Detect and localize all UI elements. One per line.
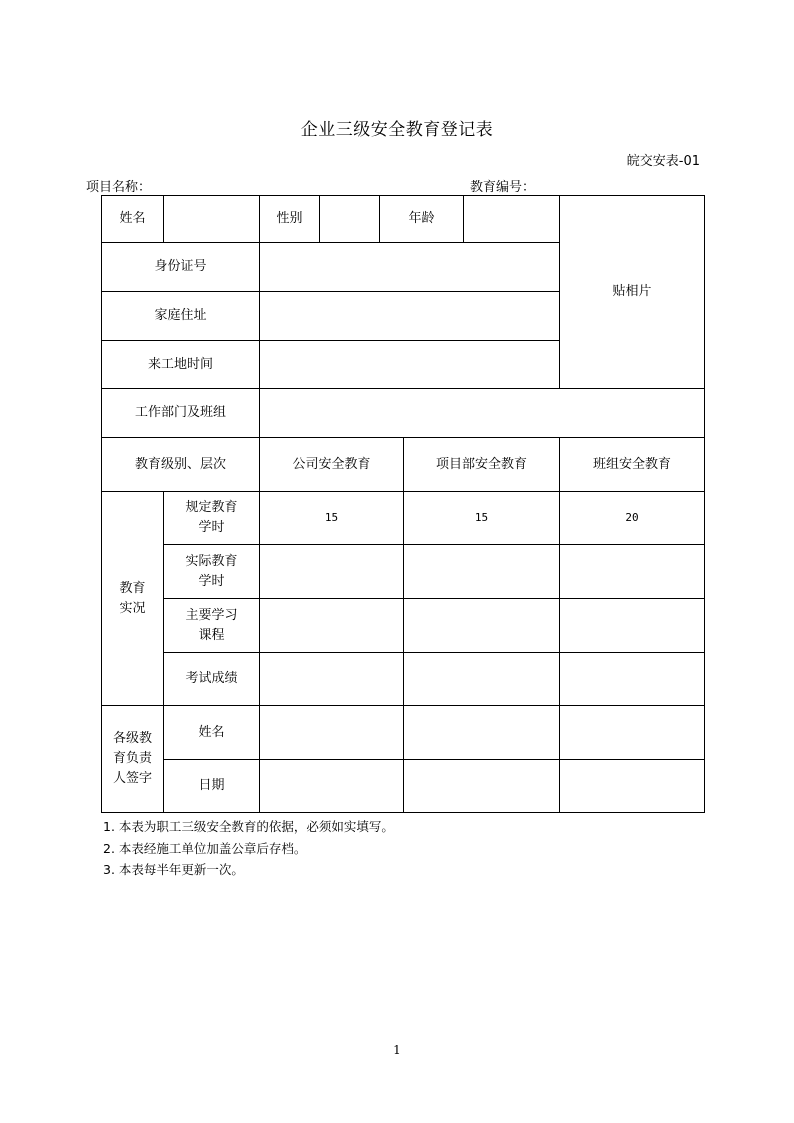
sign-date-label: 日期 — [164, 760, 260, 813]
exam-team-cell[interactable] — [560, 653, 705, 706]
page-title: 企业三级安全教育登记表 — [300, 120, 494, 140]
courses-label: 主要学习 课程 — [164, 599, 260, 653]
required-hours-label: 规定教育 学时 — [164, 492, 260, 545]
sign-date-project-cell[interactable] — [404, 760, 560, 813]
sign-name-project-cell[interactable] — [404, 706, 560, 760]
project-name-label: 项目名称： — [86, 180, 152, 195]
dept-value-cell[interactable] — [260, 389, 705, 438]
sign-name-company-cell[interactable] — [260, 706, 404, 760]
arrival-label: 来工地时间 — [102, 341, 260, 389]
courses-company-cell[interactable] — [260, 599, 404, 653]
actual-hours-project-cell[interactable] — [404, 545, 560, 599]
sign-date-team-cell[interactable] — [560, 760, 705, 813]
sign-label: 各级教 育负责 人签字 — [102, 706, 164, 813]
actual-hours-team-cell[interactable] — [560, 545, 705, 599]
exam-company-cell[interactable] — [260, 653, 404, 706]
level-label: 教育级别、层次 — [102, 438, 260, 492]
courses-team-cell[interactable] — [560, 599, 705, 653]
registration-table — [101, 195, 705, 813]
courses-project-cell[interactable] — [404, 599, 560, 653]
exam-project-cell[interactable] — [404, 653, 560, 706]
gender-label: 性别 — [260, 196, 320, 243]
address-value-cell[interactable] — [260, 292, 560, 341]
page-number: 1 — [393, 1043, 401, 1057]
name-value-cell[interactable] — [164, 196, 260, 243]
level-company: 公司安全教育 — [260, 438, 404, 492]
note-item: 1. 本表为职工三级安全教育的依据，必须如实填写。 — [103, 819, 394, 834]
actual-hours-label: 实际教育 学时 — [164, 545, 260, 599]
photo-area: 贴相片 — [560, 196, 705, 389]
notes — [103, 816, 394, 881]
sign-date-company-cell[interactable] — [260, 760, 404, 813]
sign-name-team-cell[interactable] — [560, 706, 705, 760]
required-hours-project: 15 — [404, 492, 560, 545]
level-project: 项目部安全教育 — [404, 438, 560, 492]
actual-hours-company-cell[interactable] — [260, 545, 404, 599]
form-code: 皖交安表-01 — [626, 154, 700, 169]
note-item: 3. 本表每半年更新一次。 — [103, 862, 244, 877]
age-value-cell[interactable] — [464, 196, 560, 243]
required-hours-company: 15 — [260, 492, 404, 545]
dept-label: 工作部门及班组 — [102, 389, 260, 438]
id-label: 身份证号 — [102, 243, 260, 292]
gender-value-cell[interactable] — [320, 196, 380, 243]
name-label: 姓名 — [102, 196, 164, 243]
sign-name-label: 姓名 — [164, 706, 260, 760]
arrival-value-cell[interactable] — [260, 341, 560, 389]
id-value-cell[interactable] — [260, 243, 560, 292]
edu-status-label: 教育 实况 — [102, 492, 164, 706]
level-team: 班组安全教育 — [560, 438, 705, 492]
note-item: 2. 本表经施工单位加盖公章后存档。 — [103, 840, 307, 856]
required-hours-team: 20 — [560, 492, 705, 545]
address-label: 家庭住址 — [102, 292, 260, 341]
exam-label: 考试成绩 — [164, 653, 260, 706]
age-label: 年龄 — [380, 196, 464, 243]
edu-number-label: 教育编号： — [470, 180, 536, 195]
